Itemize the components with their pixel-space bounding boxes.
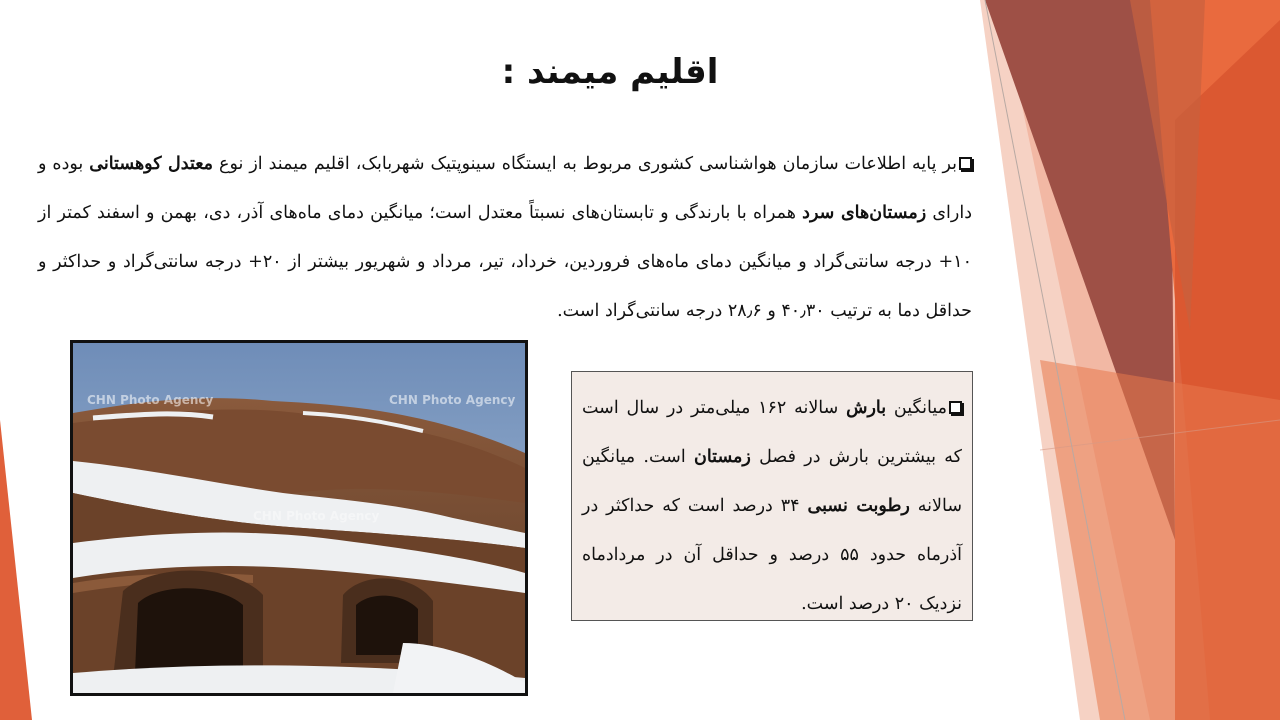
climate-paragraph [38, 140, 972, 336]
slide-title: اقلیم میمند : [501, 52, 719, 92]
para1-text-1: بر پایه اطلاعات سازمان هواشناسی کشوری مربوط به ایستگاه سینوپتیک شهربابک، اقلیم میمند از نوع [213, 154, 957, 174]
meymand-photo [70, 340, 528, 696]
para2-bold-3: رطوبت نسبی [807, 496, 910, 516]
photo-watermark-left: CHN Photo Agency [87, 393, 214, 407]
para2-text-4: ۳۴ درصد است که حداکثر در آذرماه حدود ۵۵ درصد و حداقل آن در مردادماه نزدیک ۲۰ درصد است. [582, 496, 962, 614]
checkbox-bullet-icon [949, 401, 962, 414]
para1-text-2: بوده و دارای [38, 154, 972, 223]
para1-bold-2: زمستان‌های سرد [802, 203, 927, 223]
photo-watermark-center: CHN Photo Agency [253, 509, 380, 523]
photo-watermark-right: CHN Photo Agency [389, 393, 516, 407]
para1-text-3: همراه با بارندگی و تابستان‌های نسبتاً معتدل است؛ میانگین دمای ماه‌های آذر، دی، بهمن و اسفند کمتر از ۱۰+ درجه سانتی‌گراد و میانگین دمای ماه‌های فروردین، خرداد، تیر، مرداد و شهریور بیشتر از ۲۰+ درجه سانتی‌گراد و حداکثر و حداقل دما به ترتیب ۴۰٫۳۰ و ۲۸٫۶ درجه سانتی‌گراد است. [38, 203, 972, 321]
para2-text-2: سالانه ۱۶۲ میلی‌متر در سال است که بیشترین بارش در فصل [582, 398, 962, 467]
para2-bold-2: زمستان [693, 447, 751, 467]
checkbox-bullet-icon [959, 157, 972, 170]
para2-bold-1: بارش [846, 398, 887, 418]
para1-bold-1: معتدل کوهستانی [89, 154, 214, 174]
para2-text-1: میانگین [886, 398, 948, 418]
precipitation-textbox [571, 371, 973, 621]
para2-text-3: است. میانگین سالانه [582, 447, 962, 516]
